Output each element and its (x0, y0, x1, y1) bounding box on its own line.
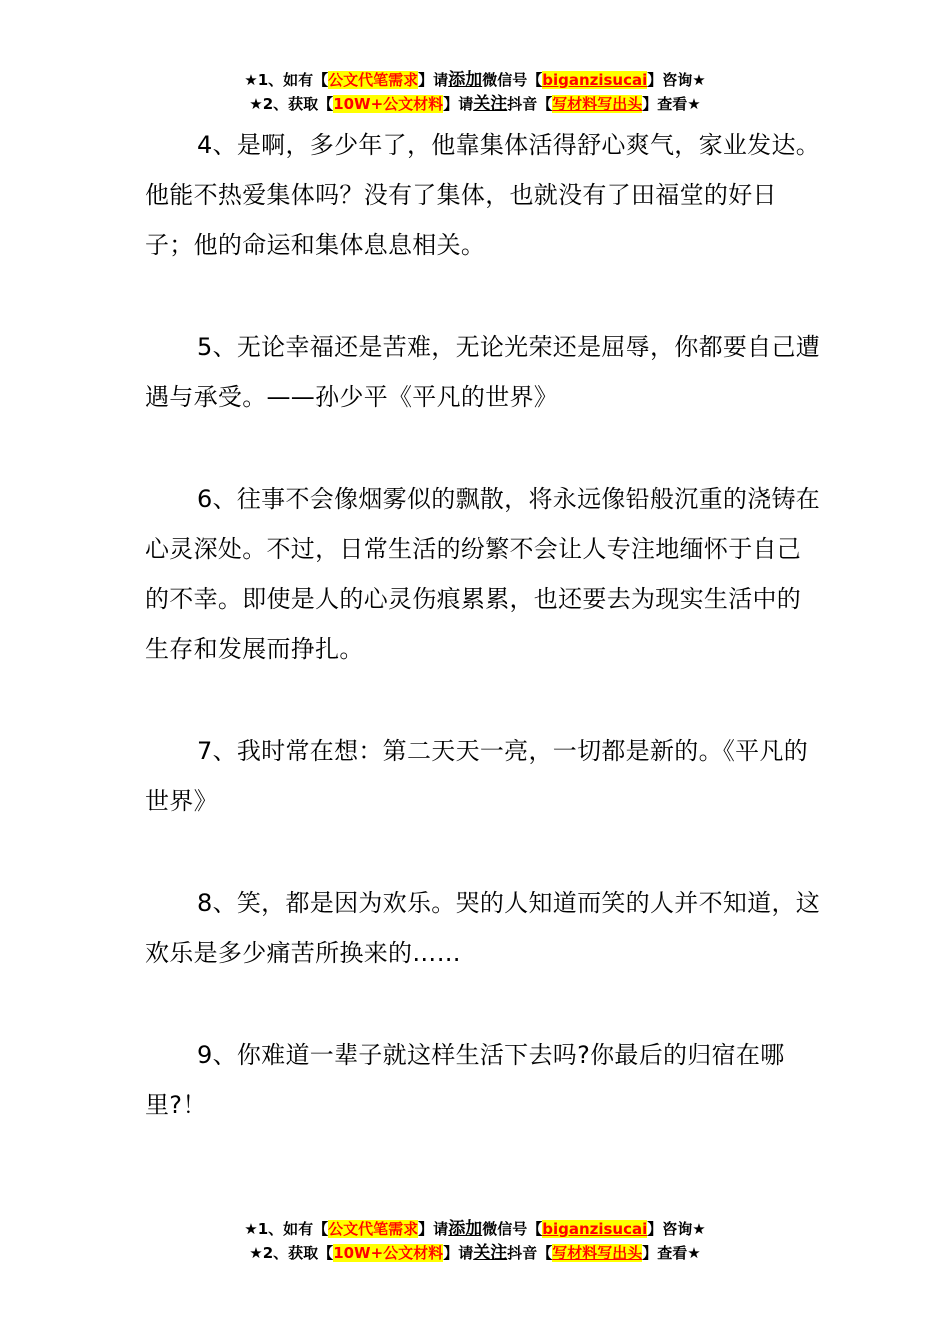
quote-paragraph: 4、是啊，多少年了，他靠集体活得舒心爽气，家业发达。他能不热爱集体吗？没有了集体，也就没有了田福堂的好日子；他的命运和集体息息相关。 (145, 131, 821, 259)
quote-paragraph: 8、笑，都是因为欢乐。哭的人知道而笑的人并不知道，这欢乐是多少痛苦所换来的…… (145, 889, 821, 967)
quote-paragraph: 9、你难道一辈子就这样生活下去吗?你最后的归宿在哪里?！ (145, 1041, 785, 1119)
banner-line-2: ★2、获取【10W+公文材料】请关注抖音【写材料写出头】查看★ (249, 94, 701, 114)
document-body (145, 120, 825, 1130)
header-banner (0, 68, 950, 116)
quote-paragraph: 5、无论幸福还是苦难，无论光荣还是屈辱，你都要自己遭遇与承受。——孙少平《平凡的世界》 (145, 333, 821, 411)
douyin-account: 写材料写出头 (552, 1244, 643, 1262)
douyin-account: 写材料写出头 (552, 95, 643, 113)
quote-paragraph: 6、往事不会像烟雾似的飘散，将永远像铅般沉重的浇铸在心灵深处。不过，日常生活的纷繁不会让人专注地缅怀于自己的不幸。即使是人的心灵伤痕累累，也还要去为现实生活中的生存和发展而挣扎。 (145, 485, 821, 663)
quote-paragraph: 7、我时常在想：第二天天一亮，一切都是新的。《平凡的世界》 (145, 737, 809, 815)
banner-line-2: ★2、获取【10W+公文材料】请关注抖音【写材料写出头】查看★ (249, 1243, 701, 1263)
wechat-id: biganzisucai (542, 1220, 648, 1238)
banner-line-1: ★1、如有【公文代笔需求】请添加微信号【biganzisucai】咨询★ (244, 1219, 706, 1239)
highlight-materials: 10W+公文材料 (333, 95, 444, 113)
banner-line-1: ★1、如有【公文代笔需求】请添加微信号【biganzisucai】咨询★ (244, 70, 706, 90)
highlight-materials: 10W+公文材料 (333, 1244, 444, 1262)
highlight-service: 公文代笔需求 (328, 71, 419, 89)
wechat-id: biganzisucai (542, 71, 648, 89)
highlight-service: 公文代笔需求 (328, 1220, 419, 1238)
footer-banner (0, 1217, 950, 1265)
